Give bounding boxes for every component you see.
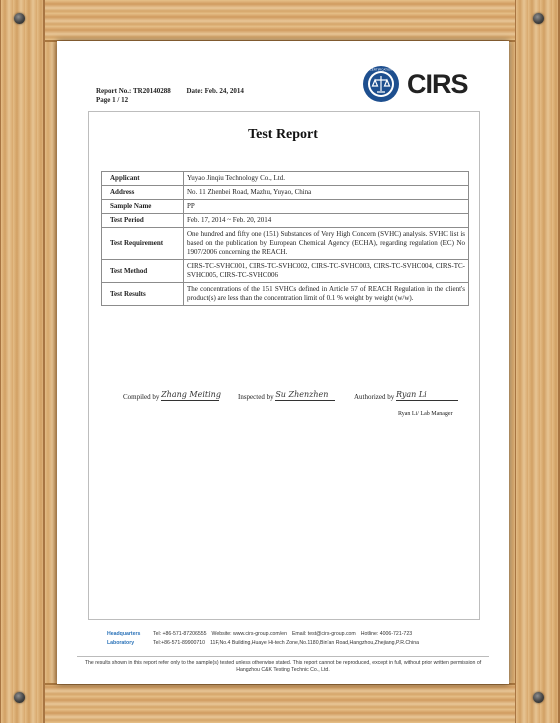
report-page [57, 41, 509, 684]
table-row [102, 260, 469, 283]
row-label: Test Period [102, 214, 184, 228]
logo-text: CIRS [407, 69, 468, 99]
lab-address: 11F,No.4 Building,Huaye Hi-tech Zone,No.1180,Bin'an Road,Hangzhou,Zhejiang,P.R.China [210, 640, 419, 646]
certification-seal-icon [362, 65, 400, 103]
cirs-logo [362, 65, 472, 105]
page-number: Page 1 / 12 [96, 96, 129, 104]
page-title: Test Report [248, 127, 318, 142]
authorized-by [354, 386, 458, 401]
date-label: Date: [186, 87, 203, 95]
row-value: CIRS-TC-SVHC001, CIRS-TC-SVHC002, CIRS-TC-SVHC003, CIRS-TC-SVHC004, CIRS-TC-SVHC005, CIRS-TC-SVHC006 [184, 260, 469, 283]
row-value: PP [184, 200, 469, 214]
row-value: The concentrations of the 151 SVHCs defined in Article 57 of REACH Regulation in the client's product(s) are less than the concentration limit of 0.1 % weight by weight (w/w). [184, 283, 469, 306]
nail-icon [533, 13, 544, 24]
nail-icon [533, 692, 544, 703]
hq-tel: Tel: +86-571-87206555 [153, 631, 207, 637]
row-value: Feb. 17, 2014 ~ Feb. 20, 2014 [184, 214, 469, 228]
frame-top-rail [0, 0, 560, 42]
authorized-title: Ryan Li/ Lab Manager [398, 411, 453, 417]
inspected-signature: Su Zhenzhen [275, 390, 329, 399]
report-no-label: Report No.: [96, 87, 132, 95]
table-row [102, 186, 469, 200]
row-value: Yuyao Jinqiu Technology Co., Ltd. [184, 172, 469, 186]
compiled-by [123, 386, 219, 401]
report-header [96, 87, 244, 105]
table-row [102, 214, 469, 228]
frame-left-rail [0, 0, 45, 723]
nail-icon [14, 13, 25, 24]
row-label: Sample Name [102, 200, 184, 214]
compiled-signature: Zhang Meiting [161, 390, 221, 399]
row-value: One hundred and fifty one (151) Substances of Very High Concern (SVHC) analysis. SVHC list is based on the publication by European Chemical Agency (ECHA), regarding regulation (EC) No 1907/2006 concerning the REACH. [184, 228, 469, 260]
frame-right-rail [515, 0, 560, 723]
hq-email: Email: test@cirs-group.com [291, 631, 356, 637]
seal-text: CERTIFICATION [369, 67, 393, 72]
page-footer [107, 630, 419, 648]
inspected-by [238, 386, 335, 401]
table-row [102, 283, 469, 306]
report-no: TR20140288 [133, 87, 171, 95]
row-label: Test Results [102, 283, 184, 306]
table-row [102, 172, 469, 186]
lab-label: Laboratory [107, 640, 135, 646]
row-label: Test Method [102, 260, 184, 283]
row-label: Address [102, 186, 184, 200]
row-label: Applicant [102, 172, 184, 186]
row-label: Test Requirement [102, 228, 184, 260]
lab-tel: Tel:+86-571-89900710 [153, 640, 206, 646]
report-info-table [101, 171, 469, 306]
hq-hotline: Hotline: 4006-721-723 [360, 631, 413, 637]
nail-icon [14, 692, 25, 703]
report-date: Feb. 24, 2014 [204, 87, 244, 95]
hq-website: Website: www.cirs-group.com/en [211, 631, 287, 637]
table-row [102, 200, 469, 214]
row-value: No. 11 Zhenbei Road, Mazhu, Yuyao, China [184, 186, 469, 200]
authorized-label: Authorized by [354, 393, 395, 401]
disclaimer-note: The results shown in this report refer only to the sample(s) tested unless otherwise stated. This report cannot be reproduced, except in full, without prior written permission of Hangzhou C&K Testing Technic Co., Ltd. [77, 656, 489, 674]
inspected-label: Inspected by [238, 393, 274, 401]
frame-bottom-rail [0, 683, 560, 723]
hq-label: Headquarters [107, 631, 141, 637]
authorized-signature: Ryan Li [396, 390, 427, 399]
table-row [102, 228, 469, 260]
compiled-label: Compiled by [123, 393, 160, 401]
